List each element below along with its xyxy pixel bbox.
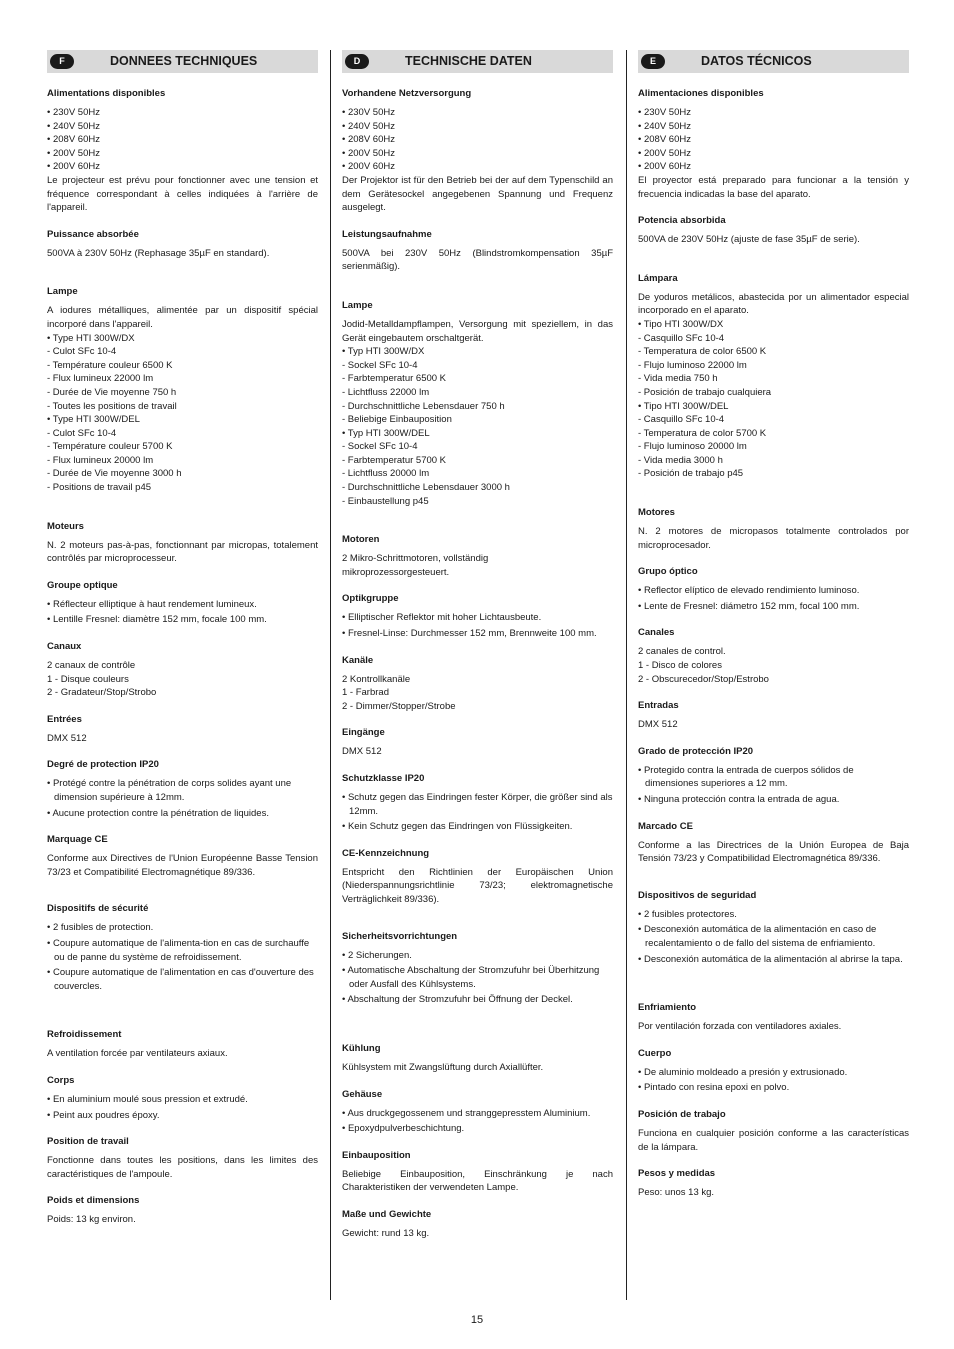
section-title: Dispositivos de seguridad	[638, 889, 757, 901]
spec-section	[638, 821, 909, 866]
bullet-item: • 2 Sicherungen.	[342, 949, 412, 961]
spec-section	[342, 593, 613, 640]
spec-line: 2 canaux de contrôle	[47, 660, 136, 672]
language-badge: D	[345, 54, 369, 69]
spec-section	[342, 848, 613, 907]
spec-section	[342, 88, 613, 215]
section-title: Alimentations disponibles	[47, 88, 166, 99]
bullet-item: • Schutz gegen das Eindringen fester Körper, die größer sind als 12mm.	[342, 792, 613, 817]
spec-section	[47, 834, 318, 879]
bullet-item: • Lentille Fresnel: diamètre 152 mm, focale 100 mm.	[47, 614, 267, 626]
spec-line: - Sockel SFc 10-4	[342, 441, 418, 453]
column-title: DATOS TÉCNICOS	[701, 54, 812, 68]
section-title: Schutzklasse IP20	[342, 773, 425, 784]
bullet-item: • Aus druckgegossenem und stranggepresstem Aluminium.	[342, 1107, 591, 1119]
column-spanish	[638, 50, 909, 1214]
section-paragraph: Le projecteur est prévu pour fonctionner avec une tension et fréquence correspondant à celles indiquées à l'arrière de l'appareil.	[47, 174, 318, 214]
bullet-item: • Fresnel-Linse: Durchmesser 152 mm, Brennweite 100 mm.	[342, 628, 597, 640]
section-title: Alimentaciones disponibles	[638, 88, 764, 99]
section-paragraph: 500VA à 230V 50Hz (Rephasage 35µF en standard).	[47, 247, 270, 259]
spec-section	[342, 655, 613, 714]
spec-section	[47, 1075, 318, 1122]
section-title: Enfriamiento	[638, 1002, 697, 1014]
spec-section	[638, 215, 909, 247]
spec-line: • Typ HTI 300W/DX	[342, 346, 425, 358]
spec-line: - Farbtemperatur 6500 K	[342, 373, 447, 385]
section-paragraph: N. 2 motores de micropasos totalmente controlados por microprocesador.	[638, 526, 909, 551]
spec-line: - Beliebige Einbauposition	[342, 414, 452, 426]
spec-line: - Casquillo SFc 10-4	[638, 332, 725, 344]
spec-line: DMX 512	[638, 719, 678, 731]
section-paragraph: Funciona en cualquier posición conforme a las características de la lámpara.	[638, 1127, 909, 1153]
section-paragraph: Der Projektor ist für den Betrieb bei der auf dem Typenschild an dem Gerätesockel angegebenen Spannung und Frequenz ausgelegt.	[342, 174, 613, 214]
spec-line: 2 Kontrollkanäle	[342, 673, 411, 685]
section-paragraph: Conforme a las Directrices de la Unión Europea de Baja Tensión 73/23 y Compatibilidad Electromagnética 89/336.	[638, 839, 909, 865]
section-paragraph: A iodures métalliques, alimentée par un dispositif spécial incorporé dans l'appareil.	[47, 305, 318, 330]
spec-line: - Flujo luminoso 20000 lm	[638, 441, 747, 453]
column-title: DONNEES TECHNIQUES	[110, 54, 258, 68]
section-paragraph: Fonctionne dans toutes les positions, dans les limites des caractéristiques de l'ampoule.	[47, 1155, 318, 1180]
bullet-item: • Peint aux poudres époxy.	[47, 1109, 160, 1121]
section-paragraph: De yoduros metálicos, abastecida por un alimentador especial incorporado en el aparato.	[638, 291, 909, 317]
bullet-item: • Abschaltung der Stromzufuhr bei Öffnung der Deckel.	[342, 994, 573, 1006]
spec-line: - Vida media 3000 h	[638, 454, 723, 466]
section-paragraph: Por ventilación forzada con ventiladores axiales.	[638, 1021, 842, 1033]
spec-line: • Type HTI 300W/DX	[47, 332, 135, 344]
spec-section	[47, 641, 318, 700]
spec-line: • 200V 60Hz	[638, 161, 691, 173]
section-title: Lámpara	[638, 272, 678, 284]
bullet-item: • Ninguna protección contra la entrada de agua.	[638, 794, 840, 805]
section-title: Entrées	[47, 713, 82, 725]
spec-section	[47, 1029, 318, 1061]
spec-line: 1 - Disco de colores	[638, 660, 722, 672]
bullet-item: • Protegido contra la entrada de cuerpos sólidos de dimensiones superiores a 12 mm.	[638, 764, 854, 790]
spec-line: • Typ HTI 300W/DEL	[342, 427, 430, 439]
column-body	[47, 88, 318, 1227]
section-title: Puissance absorbée	[47, 228, 139, 240]
spec-line: 2 canales de control.	[638, 646, 726, 658]
spec-line: - Farbtemperatur 5700 K	[342, 454, 447, 466]
spec-line: • 240V 50Hz	[342, 120, 395, 132]
section-title: CE-Kennzeichnung	[342, 847, 430, 859]
column-body	[342, 88, 613, 1241]
spec-line: - Temperatura de color 5700 K	[638, 427, 767, 439]
spec-line: Gewicht: rund 13 kg.	[342, 1227, 430, 1239]
spec-line: • 200V 50Hz	[342, 147, 395, 159]
spec-section	[342, 229, 613, 274]
section-title: Marcado CE	[638, 820, 693, 832]
spec-line: Peso: unos 13 kg.	[638, 1187, 715, 1199]
bullet-item: • Coupure automatique de l'alimentation en cas d'ouverture des couvercles.	[47, 967, 314, 992]
column-french	[47, 50, 318, 1241]
spec-line: 1 - Disque couleurs	[47, 673, 129, 685]
spec-line: - Flux lumineux 22000 lm	[47, 373, 154, 385]
spec-line: - Température couleur 5700 K	[47, 441, 173, 453]
spec-line: 1 - Farbrad	[342, 687, 389, 699]
bullet-item: • Pintado con resina epoxi en polvo.	[638, 1082, 790, 1094]
spec-section	[47, 903, 318, 993]
spec-line: • 200V 50Hz	[638, 147, 691, 159]
section-paragraph: Conforme aux Directives de l'Union Européenne Basse Tension 73/23 et Compatibilité Electromagnétique 89/336.	[47, 853, 318, 878]
section-title: Degré de protection IP20	[47, 759, 159, 771]
bullet-item: • Coupure automatique de l'alimenta-tion en cas de surchauffe ou de panne du système de refroidissement.	[47, 937, 310, 963]
spec-section	[638, 700, 909, 732]
spec-section	[638, 88, 909, 201]
spec-line: - Sockel SFc 10-4	[342, 359, 418, 371]
spec-line: - Culot SFc 10-4	[47, 346, 117, 358]
section-title: Motores	[638, 507, 675, 519]
spec-section	[47, 580, 318, 627]
spec-line: - Lichtfluss 22000 lm	[342, 386, 430, 398]
language-badge: F	[50, 54, 74, 69]
bullet-item: • Protégé contre la pénétration de corps solides ayant une dimension supérieure à 12mm.	[47, 778, 292, 803]
spec-section	[47, 88, 318, 215]
spec-section	[638, 746, 909, 807]
spec-line: - Durchschnittliche Lebensdauer 3000 h	[342, 482, 510, 494]
spec-line: • 200V 60Hz	[47, 161, 100, 173]
spec-line: • 200V 50Hz	[47, 147, 100, 159]
column-german	[342, 50, 613, 1255]
section-title: Lampe	[342, 299, 373, 311]
section-title: Optikgruppe	[342, 593, 399, 605]
spec-line: • 240V 50Hz	[47, 120, 100, 132]
spec-line: - Posición de trabajo cualquiera	[638, 386, 772, 398]
section-title: Eingänge	[342, 727, 385, 739]
spec-line: DMX 512	[342, 746, 382, 758]
spec-section	[638, 1168, 909, 1200]
spec-line: DMX 512	[47, 732, 87, 744]
bullet-item: • Lente de Fresnel: diámetro 152 mm, focal 100 mm.	[638, 600, 860, 612]
spec-line: - Flujo luminoso 22000 lm	[638, 359, 747, 371]
section-title: Posición de trabajo	[638, 1108, 726, 1120]
bullet-item: • En aluminium moulé sous pression et extrudé.	[47, 1093, 248, 1105]
spec-line: • 240V 50Hz	[638, 120, 691, 132]
section-title: Position de travail	[47, 1136, 129, 1148]
column-body	[638, 88, 909, 1200]
section-paragraph: A ventilation forcée par ventilateurs axiaux.	[47, 1048, 228, 1060]
spec-line: - Flux lumineux 20000 lm	[47, 454, 154, 466]
spec-section	[47, 521, 318, 566]
spec-section	[47, 714, 318, 746]
column-header	[342, 50, 613, 73]
spec-line: - Culot SFc 10-4	[47, 427, 117, 439]
section-title: Groupe optique	[47, 579, 118, 591]
spec-line: • 208V 60Hz	[638, 134, 691, 146]
bullet-item: • Epoxydpulverbeschichtung.	[342, 1123, 465, 1135]
bullet-item: • De aluminio moldeado a presión y extrusionado.	[638, 1066, 848, 1078]
section-title: Grado de protección IP20	[638, 745, 754, 757]
section-paragraph: El proyector está preparado para funcionar a la tensión y frecuencia indicadas la base del aparato.	[638, 174, 909, 200]
spec-line: 2 - Gradateur/Stop/Strobo	[47, 687, 157, 699]
spec-section	[342, 1089, 613, 1136]
section-paragraph: 500VA de 230V 50Hz (ajuste de fase 35µF de serie).	[638, 234, 860, 246]
spec-line: - Lichtfluss 20000 lm	[342, 468, 430, 480]
spec-line: - Posición de trabajo p45	[638, 468, 744, 480]
spec-line: • 200V 60Hz	[342, 161, 395, 173]
spec-section	[47, 286, 318, 494]
bullet-item: • 2 fusibles de protection.	[47, 922, 154, 934]
spec-line: 2 - Obscurecedor/Stop/Estrobo	[638, 673, 769, 685]
section-paragraph: Beliebige Einbauposition, Einschränkung je nach Charakteristiken der verwendeten Lampe.	[342, 1168, 613, 1194]
section-title: Leistungsaufnahme	[342, 228, 432, 240]
section-title: Canaux	[47, 641, 82, 653]
spec-line: • Tipo HTI 300W/DX	[638, 318, 724, 330]
section-title: Einbauposition	[342, 1149, 411, 1161]
column-divider-2	[626, 50, 627, 1300]
spec-line: • 208V 60Hz	[342, 134, 395, 146]
spec-line: • 230V 50Hz	[638, 107, 691, 118]
spec-section	[638, 566, 909, 613]
spec-line: - Température couleur 6500 K	[47, 359, 173, 371]
spec-section	[342, 1209, 613, 1241]
spec-section	[638, 273, 909, 481]
spec-line: 2 - Dimmer/Stopper/Strobe	[342, 700, 456, 712]
spec-line: - Positions de travail p45	[47, 482, 152, 494]
section-title: Maße und Gewichte	[342, 1208, 432, 1220]
section-title: Kanäle	[342, 654, 374, 666]
section-title: Kühlung	[342, 1042, 381, 1054]
section-title: Dispositifs de sécurité	[47, 903, 149, 915]
spec-section	[47, 1195, 318, 1227]
spec-section	[638, 1048, 909, 1095]
spec-line: • Tipo HTI 300W/DEL	[638, 400, 729, 412]
spec-section	[638, 507, 909, 552]
bullet-item: • Aucune protection contre la pénétration de liquides.	[47, 807, 269, 819]
section-title: Vorhandene Netzversorgung	[342, 88, 472, 99]
section-title: Corps	[47, 1074, 75, 1086]
section-paragraph: N. 2 moteurs pas-à-pas, fonctionnant par micropas, totalement contrôlés par microprocesseur.	[47, 539, 318, 565]
column-header	[638, 50, 909, 73]
spec-section	[638, 890, 909, 966]
spec-line: • 208V 60Hz	[47, 134, 100, 146]
spec-line: - Vida media 750 h	[638, 373, 718, 385]
spec-section	[638, 627, 909, 686]
section-title: Sicherheitsvorrichtungen	[342, 930, 458, 942]
spec-line: • 230V 50Hz	[342, 107, 395, 118]
bullet-item: • Reflector elíptico de elevado rendimiento luminoso.	[638, 585, 860, 597]
bullet-item: • Desconexión automática de la alimentación en caso de recalentamiento o de fallo del sistema de enfriamiento.	[638, 924, 877, 949]
spec-section	[342, 1043, 613, 1075]
section-title: Lampe	[47, 286, 78, 298]
spec-line: • 230V 50Hz	[47, 107, 100, 118]
spec-section	[342, 727, 613, 759]
spec-section	[638, 1002, 909, 1034]
section-title: Refroidissement	[47, 1029, 122, 1041]
spec-section	[342, 534, 613, 579]
section-title: Entradas	[638, 700, 679, 712]
spec-line: - Einbaustellung p45	[342, 495, 429, 507]
section-paragraph: Jodid-Metalldampflampen, Versorgung mit speziellem, in das Gerät eingebautem orschaltgerät.	[342, 318, 613, 344]
spec-section	[47, 229, 318, 261]
section-title: Motoren	[342, 534, 380, 546]
spec-line: 2 Mikro-Schrittmotoren, vollständig	[342, 553, 489, 565]
section-title: Pesos y medidas	[638, 1168, 716, 1180]
section-title: Potencia absorbida	[638, 215, 726, 227]
spec-line: - Temperatura de color 6500 K	[638, 346, 767, 358]
language-badge: E	[641, 54, 665, 69]
bullet-item: • Réflecteur elliptique à haut rendement lumineux.	[47, 598, 257, 610]
spec-section	[342, 300, 613, 508]
section-title: Grupo óptico	[638, 566, 698, 578]
section-paragraph: Kühlsystem mit Zwangslüftung durch Axiallüfter.	[342, 1061, 544, 1073]
spec-section	[47, 759, 318, 820]
bullet-item: • Desconexión automática de la alimentación al abrirse la tapa.	[638, 953, 903, 965]
spec-line: mikroprozessorgesteuert.	[342, 566, 450, 578]
spec-line: - Durée de Vie moyenne 3000 h	[47, 468, 182, 480]
column-divider-1	[330, 50, 331, 1300]
bullet-item: • Kein Schutz gegen das Eindringen von Flüssigkeiten.	[342, 821, 573, 833]
column-title: TECHNISCHE DATEN	[405, 54, 532, 68]
spec-line: - Casquillo SFc 10-4	[638, 414, 725, 426]
spec-section	[47, 1136, 318, 1181]
page-number: 15	[470, 1314, 484, 1326]
spec-section	[638, 1109, 909, 1154]
section-title: Poids et dimensions	[47, 1195, 140, 1207]
section-paragraph: Entspricht den Richtlinien der Europäischen Union (Niederspannungsrichtlinie 73/23; elektromagnetische Verträglichkeit 89/336).	[342, 866, 613, 905]
spec-line: - Durchschnittliche Lebensdauer 750 h	[342, 400, 505, 412]
section-title: Gehäuse	[342, 1088, 383, 1100]
spec-section	[342, 1150, 613, 1195]
column-header	[47, 50, 318, 73]
section-title: Canales	[638, 627, 675, 639]
spec-section	[342, 773, 613, 834]
section-paragraph: 500VA bei 230V 50Hz (Blindstromkompensation 35µF serienmäßig).	[342, 247, 613, 273]
spec-line: Poids: 13 kg environ.	[47, 1214, 136, 1226]
spec-line: - Toutes les positions de travail	[47, 400, 177, 412]
spec-section	[342, 931, 613, 1007]
section-title: Marquage CE	[47, 834, 108, 846]
bullet-item: • Elliptischer Reflektor mit hoher Lichtausbeute.	[342, 612, 542, 624]
bullet-item: • 2 fusibles protectores.	[638, 908, 737, 920]
section-title: Moteurs	[47, 520, 84, 532]
section-title: Cuerpo	[638, 1047, 672, 1059]
spec-line: • Type HTI 300W/DEL	[47, 414, 140, 426]
spec-line: - Durée de Vie moyenne 750 h	[47, 386, 177, 398]
bullet-item: • Automatische Abschaltung der Stromzufuhr bei Überhitzung oder Ausfall des Kühlsystems.	[342, 965, 600, 990]
